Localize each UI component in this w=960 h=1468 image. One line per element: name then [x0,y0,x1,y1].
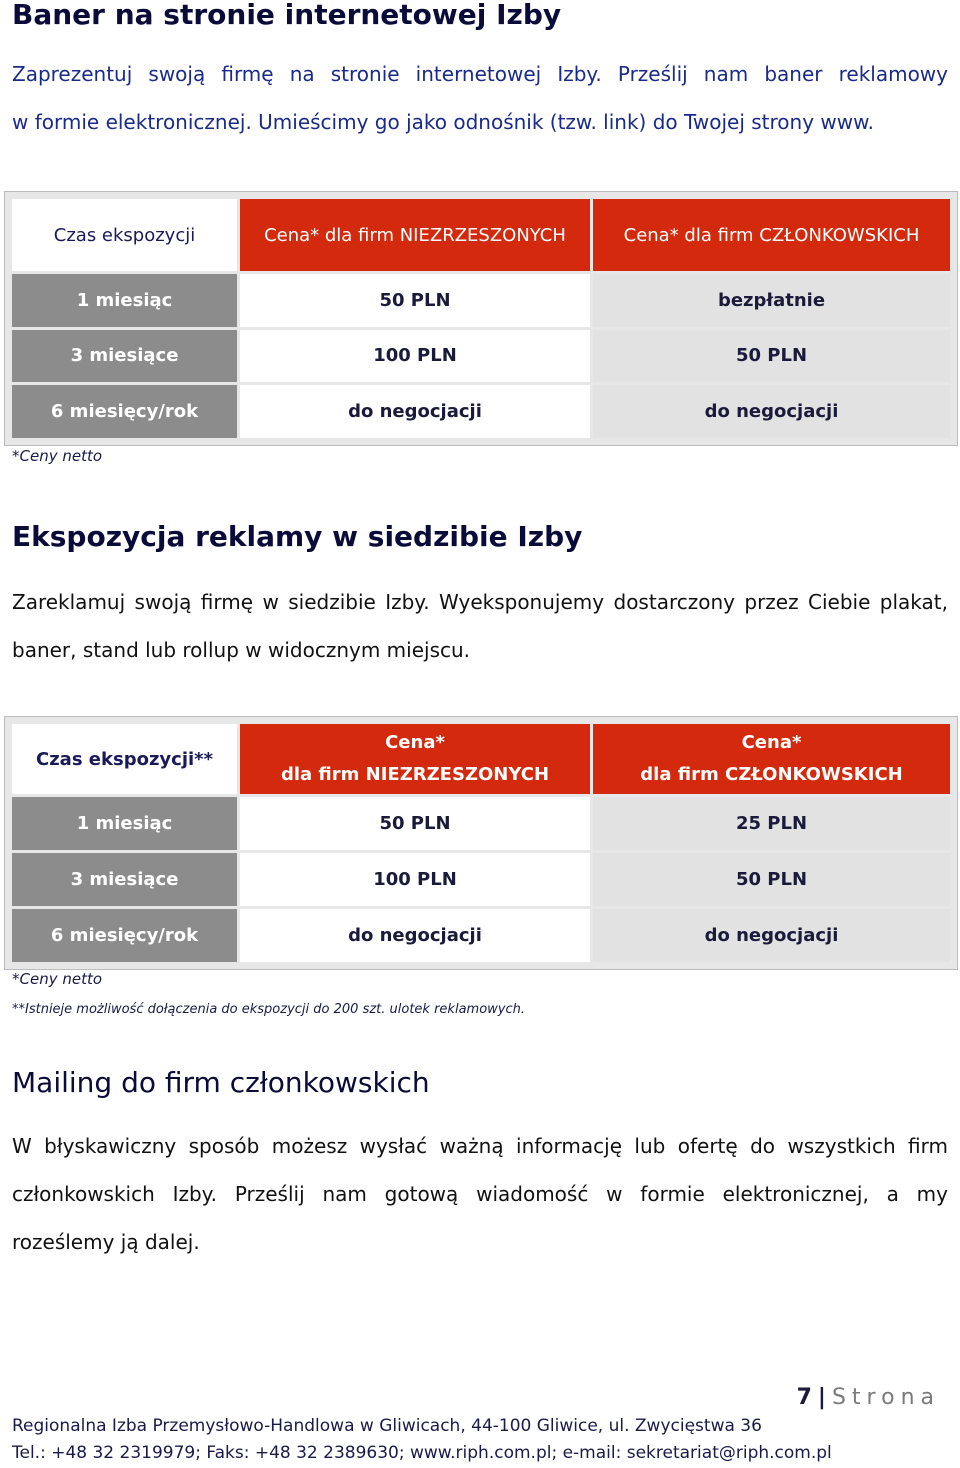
table-cell: 6 miesięcy/rok [12,909,237,962]
table-row [12,797,950,850]
table-cell: do negocjacji [593,909,950,962]
page-number-value: 7 [796,1385,812,1410]
footer-contact: Tel.: +48 32 2319979; Faks: +48 32 2389630; www.riph.com.pl; e-mail: sekretariat@riph.com.pl [12,1443,832,1463]
table-cell: 3 miesiące [12,330,237,383]
table-cell: 50 PLN [240,274,590,327]
table-cell: 3 miesiące [12,853,237,906]
price-table-banner [4,191,958,446]
page-number-label: Strona [831,1385,940,1410]
page-number [797,1385,940,1410]
table-cell: 1 miesiąc [12,797,237,850]
table-cell: bezpłatnie [593,274,950,327]
table-cell: 50 PLN [593,853,950,906]
table-note: *Ceny netto [12,447,103,465]
paragraph-line: Zaprezentuj swoją firmę na stronie internetowej Izby. Prześlij nam baner reklamowy [12,62,948,86]
paragraph-line: w formie elektronicznej. Umieścimy go jako odnośnik (tzw. link) do Twojej strony www. [12,110,875,134]
section-title-banner: Baner na stronie internetowej Izby [12,0,562,31]
table-header-row [12,199,950,271]
header-line: dla firm CZŁONKOWSKICH [640,764,903,785]
section-mailing-paragraph [12,1122,948,1266]
paragraph-line: W błyskawiczny sposób możesz wysłać ważną informację lub ofertę do wszystkich firm [12,1134,948,1158]
header-line: Cena* [385,732,445,753]
table-header-cell: Cena* dla firm CZŁONKOWSKICH [593,199,950,271]
table-cell: do negocjacji [240,909,590,962]
table-row [12,909,950,962]
table-note-leaflets: **Istnieje możliwość dołączenia do ekspozycji do 200 szt. ulotek reklamowych. [12,1002,525,1017]
table-cell: do negocjacji [593,385,950,438]
table-row [12,385,950,438]
paragraph-line: członkowskich Izby. Prześlij nam gotową wiadomość w formie elektronicznej, a my [12,1182,948,1206]
table-cell: do negocjacji [240,385,590,438]
paragraph-line: baner, stand lub rollup w widocznym miejscu. [12,638,471,662]
page-number-separator: | [817,1385,826,1410]
table-cell: 50 PLN [593,330,950,383]
table-header-row [12,724,950,794]
section-banner-paragraph [12,50,948,146]
table-cell: 100 PLN [240,853,590,906]
price-table-exhibition [4,716,958,970]
header-line: dla firm NIEZRZESZONYCH [280,764,550,785]
table-row [12,853,950,906]
paragraph-line: Zareklamuj swoją firmę w siedzibie Izby. Wyeksponujemy dostarczony przez Ciebie plakat, [12,590,948,614]
section-title-exhibition: Ekspozycja reklamy w siedzibie Izby [12,520,583,553]
table-header-cell: Czas ekspozycji [12,199,237,271]
table-header-cell: Cena* dla firm NIEZRZESZONYCH [240,199,590,271]
table-cell: 100 PLN [240,330,590,383]
table-header-cell [240,724,590,794]
section-exhibition-paragraph [12,578,948,674]
section-title-mailing: Mailing do firm członkowskich [12,1066,430,1099]
table-cell: 25 PLN [593,797,950,850]
table-header-cell [593,724,950,794]
table-note: *Ceny netto [12,970,103,988]
footer-address: Regionalna Izba Przemysłowo-Handlowa w Gliwicach, 44-100 Gliwice, ul. Zwycięstwa 36 [12,1416,762,1436]
table-row [12,330,950,383]
table-cell: 50 PLN [240,797,590,850]
table-cell: 6 miesięcy/rok [12,385,237,438]
table-cell: 1 miesiąc [12,274,237,327]
table-header-cell: Czas ekspozycji** [12,724,237,794]
table-row [12,274,950,327]
paragraph-line: roześlemy ją dalej. [12,1230,200,1254]
header-line: Cena* [741,732,802,753]
